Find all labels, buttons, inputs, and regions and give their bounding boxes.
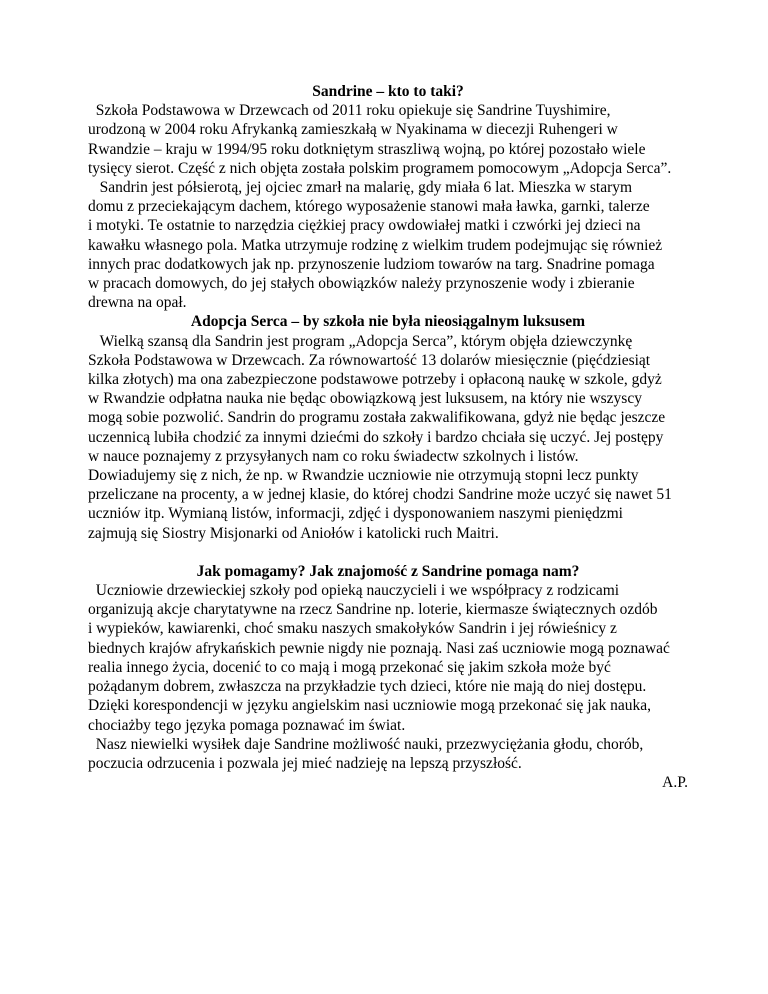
paragraph-gap	[88, 543, 688, 562]
document-page	[88, 82, 688, 792]
text-line: Dzięki korespondencji w języku angielskim nasi uczniowie mogą przekonać się jak nauka,	[88, 697, 651, 715]
text-line: Sandrin jest półsierotą, jej ojciec zmarł na malarię, gdy miała 6 lat. Mieszka w starym	[88, 179, 633, 197]
text-line: tysięcy sierot. Część z nich objęta została polskim programem pomocowym „Adopcja Serca”.	[88, 159, 672, 177]
text-line: drewna na opał.	[88, 294, 187, 312]
text-line: i motyki. Te ostatnie to narzędzia ciężkiej pracy owdowiałej matki i czwórki jej dzieci na	[88, 217, 641, 235]
text-line: kilka złotych) ma ona zabezpieczone podstawowe potrzeby i opłaconą naukę w szkole, gdyż	[88, 371, 662, 389]
text-line: uczniów itp. Wymianą listów, informacji, zdjęć i dysponowaniem naszymi pieniędzmi	[88, 505, 623, 523]
text-line: i wypieków, kawiarenki, choć smaku naszych smakołyków Sandrin i jej rówieśnicy z	[88, 620, 617, 638]
paragraph-closing	[88, 735, 688, 773]
text-line: Rwandzie – kraju w 1994/95 roku dotkniętym straszliwą wojną, po której pozostało wiele	[88, 140, 646, 158]
text-line: Szkoła Podstawowa w Drzewcach od 2011 roku opiekuje się Sandrine Tuyshimire,	[88, 102, 611, 120]
text-line: uczennicą lubiła chodzić za innymi dziećmi do szkoły i bardzo chciała się uczyć. Jej postępy	[88, 428, 664, 446]
text-line: biednych krajów afrykańskich pewnie nigdy nie poznają. Nasi zaś uczniowie mogą poznawać	[88, 639, 670, 657]
text-line: przeliczane na procenty, a w jednej klasie, do której chodzi Sandrine może uczyć się nawet 51	[88, 486, 672, 504]
text-line: pożądanym dobrem, zwłaszcza na przykładzie tych dzieci, które nie mają do niej dostępu.	[88, 678, 647, 696]
paragraph-family	[88, 178, 688, 312]
section-heading-jak-pomagamy: Jak pomagamy? Jak znajomość z Sandrine pomaga nam?	[196, 562, 580, 580]
section-heading-adopcja: Adopcja Serca – by szkoła nie była nieosiągalnym luksusem	[190, 313, 586, 331]
paragraph-pomoc	[88, 581, 688, 735]
paragraph-intro	[88, 101, 688, 178]
paragraph-adopcja	[88, 332, 688, 543]
section-heading-sandrine: Sandrine – kto to taki?	[312, 83, 464, 100]
text-line: innych prac dodatkowych jak np. przynoszenie ludziom towarów na targ. Snadrine pomaga	[88, 255, 655, 273]
text-line: organizują akcje charytatywne na rzecz Sandrine np. loterie, kiermasze świątecznych ozdób	[88, 601, 658, 619]
text-line: Uczniowie drzewieckiej szkoły pod opieką nauczycieli i we współpracy z rodzicami	[88, 582, 620, 600]
text-line: w pracach domowych, do jej stałych obowiązków należy przynoszenie wody i zbieranie	[88, 275, 635, 293]
text-line: mogą sobie pozwolić. Sandrin do programu została zakwalifikowana, gdyż nie będąc jeszcze	[88, 409, 666, 427]
text-line: urodzoną w 2004 roku Afrykanką zamieszkałą w Nyakinama w diecezji Ruhengeri w	[88, 121, 618, 139]
text-line: Dowiadujemy się z nich, że np. w Rwandzie uczniowie nie otrzymują stopni lecz punkty	[88, 467, 639, 485]
text-line: domu z przeciekającym dachem, którego wyposażenie stanowi mała ławka, garnki, talerze	[88, 198, 650, 216]
text-line: zajmują się Siostry Misjonarki od Aniołów i katolicki ruch Maitri.	[88, 524, 499, 542]
text-line: w nauce poznajemy z przysyłanych nam co roku świadectw szkolnych i listów.	[88, 447, 579, 465]
text-line: chociażby tego języka pomaga poznawać im świat.	[88, 716, 406, 734]
text-line: Szkoła Podstawowa w Drzewcach. Za równowartość 13 dolarów miesięcznie (pięćdziesiąt	[88, 351, 651, 369]
author-signature: A.P.	[662, 774, 688, 792]
text-line: Nasz niewielki wysiłek daje Sandrine możliwość nauki, przezwyciężania głodu, chorób,	[88, 735, 644, 753]
text-line: poczucia odrzucenia i pozwala jej mieć nadzieję na lepszą przyszłość.	[88, 754, 522, 772]
text-line: w Rwandzie odpłatna nauka nie będąc obowiązkową jest luksusem, na który nie wszyscy	[88, 390, 642, 408]
text-line: realia innego życia, docenić to co mają i mogą przekonać się jakim szkoła może być	[88, 658, 611, 676]
text-line: Wielką szansą dla Sandrin jest program „Adopcja Serca”, którym objęła dziewczynkę	[88, 332, 633, 350]
text-line: kawałku własnego pola. Matka utrzymuje rodzinę z wielkim trudem podejmując się również	[88, 236, 663, 254]
